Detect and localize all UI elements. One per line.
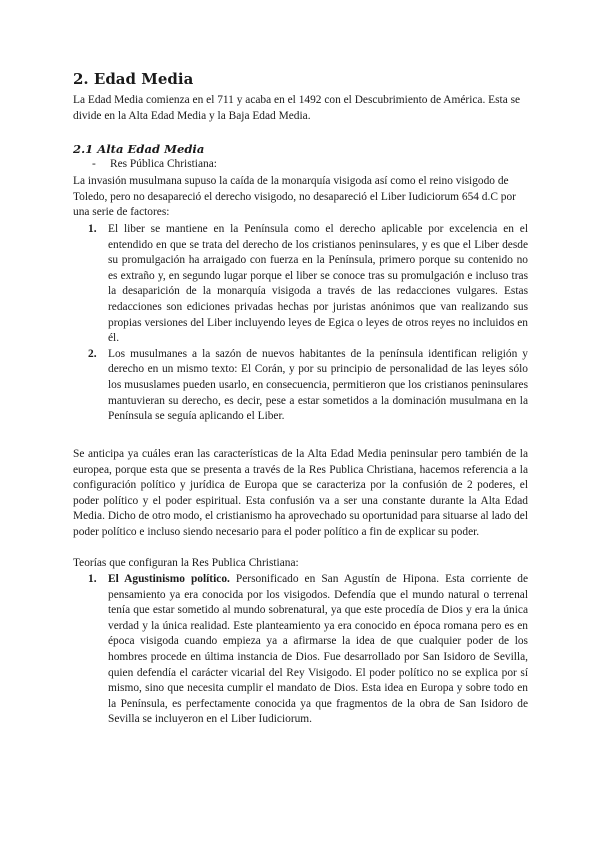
theories-list [88, 572, 528, 728]
subsection-heading: 2.1 Alta Edad Media [73, 142, 205, 156]
list-item [88, 222, 528, 347]
list-item [88, 347, 528, 425]
list-item [88, 572, 528, 728]
dash-list-item [92, 158, 217, 170]
list-number: 1. [88, 223, 97, 235]
dash-item-text: Res Pública Christiana: [110, 158, 217, 170]
dash-bullet: - [92, 158, 96, 170]
section-heading: 2. Edad Media [73, 70, 194, 88]
theories-intro: Teorías que configuran la Res Publica Christiana: [73, 557, 299, 569]
factors-list [88, 222, 528, 425]
paragraph-characteristics: Se anticipa ya cuáles eran las características de la Alta Edad Media peninsular pero también de la europea, porque esta que se presenta a través de la Res Publica Christiana, hacemos referencia a la configuración político y jurídica de Europa que se caracteriza por la confusión de 2 poderes, el poder político y el poder espiritual. Esta confusión va a ser una constante durante la Alta Edad Media. Dicho de otro modo, el cristianismo ha aprovechado su oportunidad para situarse al lado del poder político e incluso siendo necesario para el poder político a fin de explicar su poder. [73, 448, 528, 538]
list-number: 1. [88, 573, 97, 585]
list-item-text: El liber se mantiene en la Península como el derecho aplicable por excelencia en el entendido en que se trata del derecho de los cristianos peninsulares, y es que el Liber desde su promulgación ha arraigado con fuerza en la Península, primero porque su contenido no es extraño y, en segundo lugar porque el liber se conoce tras su promulgación e incluso tras la desaparición de la monarquía visigoda a través de las redacciones vulgares. Estas redacciones son ediciones privadas hechas por juristas anónimos que van realizando sus propias versiones del Liber incluyendo leyes de Egica o leyes de otros reyes no incluidos en él. [108, 223, 528, 345]
section-intro: La Edad Media comienza en el 711 y acaba en el 1492 con el Descubrimiento de América. Esta se divide en la Alta Edad Media y la Baja Edad Media. [73, 94, 521, 122]
theory-title: El Agustinismo político. [108, 573, 230, 585]
list-item-text: Los musulmanes a la sazón de nuevos habitantes de la península identifican religión y derecho en un mismo texto: El Corán, y por su principio de personalidad de las leyes sólo los mususlames pueden usarlo, en consecuencia, permitieron que los cristianos peninsulares mantuvieran su derecho, es decir, pese a estar sometidos a la dominación musulmana en la Península se seguía aplicando el Liber. [108, 347, 528, 423]
list-item-text: Personificado en San Agustín de Hipona. Esta corriente de pensamiento ya era conocida por los visigodos. Defendía que el mundo natural o terrenal tenía que estar sometido al mundo sobrenatural, ya que este procedía de Dios y era la única verdad y la única realidad. Este planteamiento ya era conocido en época romana pero es en época visigoda cuando empieza ya a afirmarse la idea de que cualquier poder de los hombres procede en última instancia de Dios. Fue desarrollado por San Isidoro de Sevilla, quien defendía el carácter vicarial del Rey Visigodo. El poder político no se explica por sí mismo, sino que necesita cumplir el mandato de Dios. Esta idea en Europa y sobre todo en la Península, es perfectamente conocida ya que fragmentos de la obra de San Isidoro de Sevilla se incluyeron en el Liber Iudiciorum. [108, 573, 528, 726]
paragraph-invasion: La invasión musulmana supuso la caída de la monarquía visigoda así como el reino visigodo de Toledo, pero no desapareció el derecho visigodo, no desapareció el Liber Iudiciorum 654 d.C por una serie de factores: [73, 175, 516, 219]
list-number: 2. [88, 347, 97, 360]
